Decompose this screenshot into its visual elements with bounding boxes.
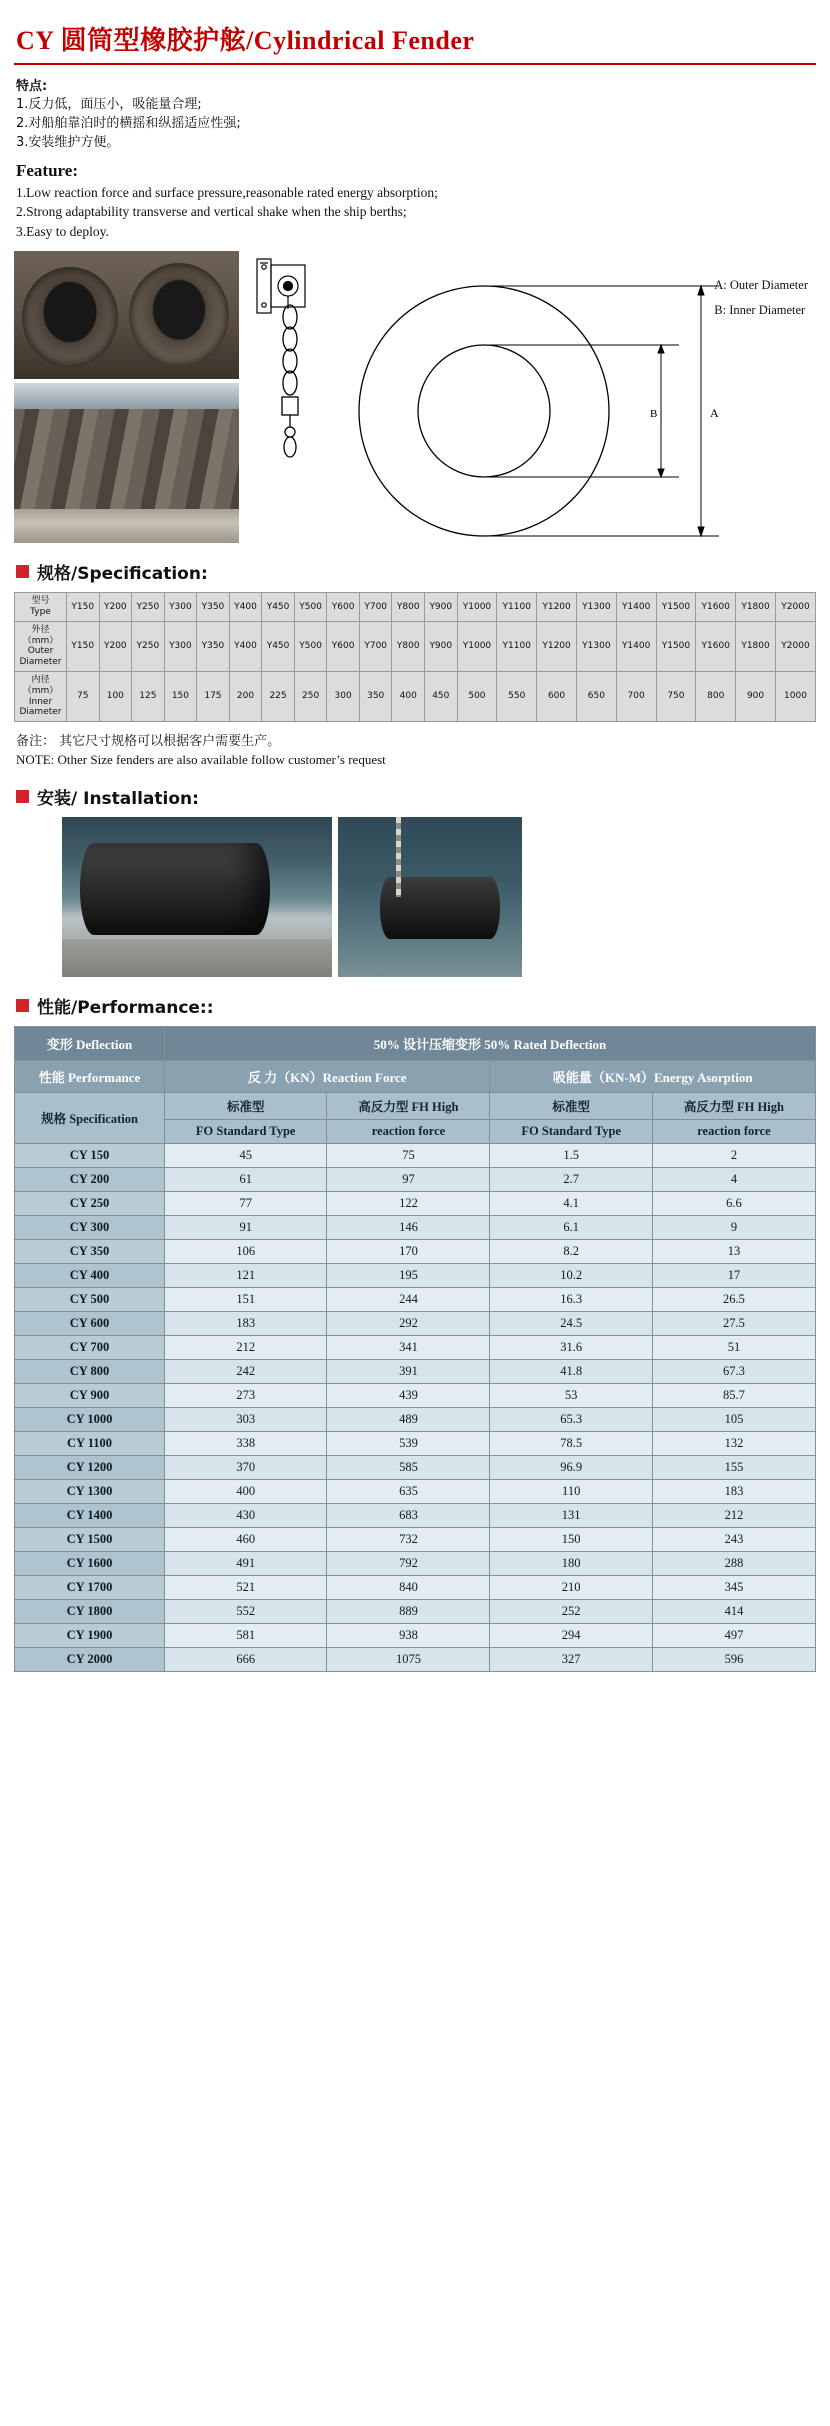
perf-row-spec: CY 1600 — [15, 1552, 165, 1576]
spec-inner-5: 200 — [229, 672, 262, 722]
spec-note-cn: 备注： 其它尺寸规格可以根据客户需要生产。 — [16, 734, 281, 750]
spec-outer-2: Y250 — [132, 621, 165, 671]
perf-row-fh-reaction: 683 — [327, 1504, 490, 1528]
spec-inner-16: 700 — [616, 672, 656, 722]
perf-row-fh-energy: 2 — [652, 1144, 815, 1168]
spec-outer-13: Y1100 — [497, 621, 537, 671]
perf-row-spec: CY 400 — [15, 1264, 165, 1288]
spec-inner-11: 450 — [425, 672, 458, 722]
table-row — [15, 1456, 816, 1480]
spec-type-4: Y350 — [197, 593, 230, 622]
perf-row-spec: CY 700 — [15, 1336, 165, 1360]
spec-outer-19: Y1800 — [736, 621, 776, 671]
red-square-icon — [16, 999, 29, 1012]
spec-inner-7: 250 — [294, 672, 327, 722]
spec-inner-13: 550 — [497, 672, 537, 722]
spec-rowhead-inner-cn: 内径 — [31, 675, 50, 685]
perf-row-spec: CY 1700 — [15, 1576, 165, 1600]
perf-row-spec: CY 300 — [15, 1216, 165, 1240]
spec-rowhead-inner-en: Inner Diameter — [19, 696, 62, 718]
media-row — [14, 251, 816, 543]
spec-inner-8: 300 — [327, 672, 360, 722]
spec-type-8: Y600 — [327, 593, 360, 622]
spec-outer-7: Y500 — [294, 621, 327, 671]
perf-row-fo-reaction: 121 — [165, 1264, 327, 1288]
spec-outer-17: Y1500 — [656, 621, 696, 671]
perf-row-fh-reaction: 792 — [327, 1552, 490, 1576]
features-cn-item-2: 2.对船舶靠泊时的横摇和纵摇适应性强; — [16, 115, 241, 131]
spec-type-17: Y1500 — [656, 593, 696, 622]
perf-row-fo-energy: 327 — [490, 1648, 652, 1672]
spec-type-14: Y1200 — [537, 593, 577, 622]
table-row — [15, 1480, 816, 1504]
spec-outer-15: Y1300 — [576, 621, 616, 671]
perf-row-spec: CY 1200 — [15, 1456, 165, 1480]
perf-row-fh-energy: 27.5 — [652, 1312, 815, 1336]
perf-row-spec: CY 1400 — [15, 1504, 165, 1528]
photo-installed-fender-quay — [62, 817, 332, 977]
perf-row-fh-reaction: 391 — [327, 1360, 490, 1384]
features-en-item-2: 2.Strong adaptability transverse and vertical shake when the ship berths; — [16, 204, 407, 220]
perf-row-fh-energy: 243 — [652, 1528, 815, 1552]
spec-type-10: Y800 — [392, 593, 425, 622]
spec-outer-14: Y1200 — [537, 621, 577, 671]
perf-row-fo-reaction: 212 — [165, 1336, 327, 1360]
table-row — [15, 1168, 816, 1192]
perf-row-spec: CY 1800 — [15, 1600, 165, 1624]
perf-row-fh-reaction: 938 — [327, 1624, 490, 1648]
specification-table — [14, 592, 816, 722]
perf-row-fo-energy: 10.2 — [490, 1264, 652, 1288]
performance-heading-label: 性能/Performance:: — [37, 998, 214, 1019]
spec-rowhead-type — [15, 593, 67, 622]
installation-photos — [62, 817, 522, 977]
perf-row-fo-energy: 41.8 — [490, 1360, 652, 1384]
table-row — [15, 1216, 816, 1240]
table-row — [15, 1312, 816, 1336]
performance-header-row-1 — [15, 1027, 816, 1061]
perf-row-fh-energy: 183 — [652, 1480, 815, 1504]
dim-label-b: B — [650, 408, 658, 421]
perf-row-fo-reaction: 491 — [165, 1552, 327, 1576]
perf-row-fo-reaction: 61 — [165, 1168, 327, 1192]
spec-outer-0: Y150 — [67, 621, 100, 671]
perf-row-fo-energy: 16.3 — [490, 1288, 652, 1312]
spec-inner-2: 125 — [132, 672, 165, 722]
spec-row-outer-diameter — [15, 621, 816, 671]
spec-rowhead-type-cn: 型号 — [31, 596, 50, 607]
perf-row-fh-reaction: 122 — [327, 1192, 490, 1216]
perf-row-fh-reaction: 732 — [327, 1528, 490, 1552]
perf-row-fh-energy: 6.6 — [652, 1192, 815, 1216]
perf-row-spec: CY 1300 — [15, 1480, 165, 1504]
spec-rowhead-type-en: Type — [30, 607, 51, 618]
spec-outer-11: Y900 — [425, 621, 458, 671]
table-row — [15, 1384, 816, 1408]
spec-outer-18: Y1600 — [696, 621, 736, 671]
table-row — [15, 1648, 816, 1672]
red-square-icon — [16, 565, 29, 578]
perf-col-fh-energy-1: 高反力型 FH High — [652, 1093, 815, 1120]
spec-outer-16: Y1400 — [616, 621, 656, 671]
dim-label-a: A — [710, 406, 719, 421]
perf-row-spec: CY 800 — [15, 1360, 165, 1384]
spec-type-20: Y2000 — [775, 593, 815, 622]
spec-outer-20: Y2000 — [775, 621, 815, 671]
spec-outer-3: Y300 — [164, 621, 197, 671]
spec-rowhead-outer-cn: 外径 — [31, 624, 50, 635]
perf-row-spec: CY 200 — [15, 1168, 165, 1192]
table-row — [15, 1528, 816, 1552]
perf-row-fo-energy: 31.6 — [490, 1336, 652, 1360]
perf-row-fo-energy: 110 — [490, 1480, 652, 1504]
spec-inner-9: 350 — [359, 672, 392, 722]
table-row — [15, 1288, 816, 1312]
spec-rowhead-inner-unit: （mm） — [22, 685, 59, 696]
perf-row-spec: CY 1000 — [15, 1408, 165, 1432]
perf-row-fh-reaction: 439 — [327, 1384, 490, 1408]
perf-row-fo-energy: 65.3 — [490, 1408, 652, 1432]
perf-row-fh-reaction: 889 — [327, 1600, 490, 1624]
perf-row-fo-reaction: 45 — [165, 1144, 327, 1168]
spec-row-inner-diameter — [15, 672, 816, 722]
perf-row-fo-reaction: 273 — [165, 1384, 327, 1408]
perf-row-fo-reaction: 151 — [165, 1288, 327, 1312]
spec-inner-18: 800 — [696, 672, 736, 722]
perf-row-fo-reaction: 91 — [165, 1216, 327, 1240]
features-cn-heading: 特点: — [16, 79, 48, 94]
perf-row-fh-energy: 85.7 — [652, 1384, 815, 1408]
perf-row-fh-reaction: 341 — [327, 1336, 490, 1360]
performance-header-row-3 — [15, 1093, 816, 1120]
perf-row-fh-energy: 26.5 — [652, 1288, 815, 1312]
perf-row-fh-reaction: 635 — [327, 1480, 490, 1504]
product-photos — [14, 251, 239, 543]
perf-row-fo-reaction: 242 — [165, 1360, 327, 1384]
perf-col-fo-energy-1: 标准型 — [490, 1093, 652, 1120]
spec-inner-20: 1000 — [775, 672, 815, 722]
perf-row-spec: CY 500 — [15, 1288, 165, 1312]
perf-row-fo-energy: 24.5 — [490, 1312, 652, 1336]
spec-outer-9: Y700 — [359, 621, 392, 671]
spec-rowhead-outer-en: Outer Diameter — [19, 646, 62, 668]
spec-inner-15: 650 — [576, 672, 616, 722]
photo-fender-stack — [14, 383, 239, 543]
perf-row-fo-reaction: 521 — [165, 1576, 327, 1600]
perf-row-fo-reaction: 400 — [165, 1480, 327, 1504]
spec-type-2: Y250 — [132, 593, 165, 622]
features-cn-item-1: 1.反力低，面压小，吸能量合理; — [16, 97, 202, 112]
installation-heading-label: 安装/ Installation: — [37, 789, 199, 810]
perf-col-fo-reaction-2: FO Standard Type — [165, 1120, 327, 1144]
spec-outer-6: Y450 — [262, 621, 295, 671]
spec-type-3: Y300 — [164, 593, 197, 622]
table-row — [15, 1552, 816, 1576]
perf-row-fh-energy: 13 — [652, 1240, 815, 1264]
perf-row-fh-reaction: 146 — [327, 1216, 490, 1240]
perf-row-fo-energy: 2.7 — [490, 1168, 652, 1192]
perf-row-fh-reaction: 195 — [327, 1264, 490, 1288]
spec-rowhead-outer-unit: （mm） — [22, 635, 59, 646]
perf-row-fh-reaction: 1075 — [327, 1648, 490, 1672]
perf-row-fh-energy: 345 — [652, 1576, 815, 1600]
perf-col-fh-reaction-1: 高反力型 FH High — [327, 1093, 490, 1120]
perf-col-fh-reaction-2: reaction force — [327, 1120, 490, 1144]
table-row — [15, 1408, 816, 1432]
spec-rowhead-outer — [15, 621, 67, 671]
spec-note-en: NOTE: Other Size fenders are also available follow customer’s request — [16, 752, 386, 768]
title-divider — [14, 63, 816, 65]
table-row — [15, 1432, 816, 1456]
spec-type-15: Y1300 — [576, 593, 616, 622]
performance-heading — [16, 993, 816, 1018]
perf-row-fh-reaction: 489 — [327, 1408, 490, 1432]
spec-heading — [16, 559, 816, 584]
technical-drawing — [249, 251, 816, 543]
table-row — [15, 1264, 816, 1288]
perf-row-fh-energy: 132 — [652, 1432, 815, 1456]
table-row — [15, 1240, 816, 1264]
perf-row-fo-energy: 6.1 — [490, 1216, 652, 1240]
spec-type-19: Y1800 — [736, 593, 776, 622]
spec-inner-12: 500 — [457, 672, 497, 722]
perf-energy-group: 吸能量（KN-M）Energy Asorption — [490, 1061, 816, 1093]
perf-row-fh-reaction: 539 — [327, 1432, 490, 1456]
spec-type-6: Y450 — [262, 593, 295, 622]
perf-row-fh-reaction: 244 — [327, 1288, 490, 1312]
perf-row-fo-reaction: 303 — [165, 1408, 327, 1432]
perf-row-fh-energy: 51 — [652, 1336, 815, 1360]
perf-deflection-label: 变形 Deflection — [15, 1027, 165, 1061]
perf-row-fh-energy: 414 — [652, 1600, 815, 1624]
perf-row-fo-energy: 150 — [490, 1528, 652, 1552]
spec-inner-10: 400 — [392, 672, 425, 722]
perf-col-fh-energy-2: reaction force — [652, 1120, 815, 1144]
perf-row-fo-reaction: 552 — [165, 1600, 327, 1624]
perf-row-fo-energy: 8.2 — [490, 1240, 652, 1264]
perf-row-spec: CY 1900 — [15, 1624, 165, 1648]
perf-row-fo-energy: 252 — [490, 1600, 652, 1624]
perf-row-spec: CY 600 — [15, 1312, 165, 1336]
perf-row-fo-energy: 4.1 — [490, 1192, 652, 1216]
perf-row-spec: CY 350 — [15, 1240, 165, 1264]
table-row — [15, 1624, 816, 1648]
red-square-icon — [16, 790, 29, 803]
table-row — [15, 1336, 816, 1360]
perf-row-fh-energy: 288 — [652, 1552, 815, 1576]
perf-row-fh-reaction: 75 — [327, 1144, 490, 1168]
legend-inner-diameter: B: Inner Diameter — [714, 303, 806, 318]
spec-outer-10: Y800 — [392, 621, 425, 671]
perf-deflection-value: 50% 设计压缩变形 50% Rated Deflection — [165, 1027, 816, 1061]
spec-inner-1: 100 — [99, 672, 132, 722]
spec-outer-12: Y1000 — [457, 621, 497, 671]
perf-row-fh-energy: 596 — [652, 1648, 815, 1672]
features-cn-item-3: 3.安装维护方便。 — [16, 134, 120, 150]
perf-row-fo-reaction: 183 — [165, 1312, 327, 1336]
spec-outer-5: Y400 — [229, 621, 262, 671]
spec-type-16: Y1400 — [616, 593, 656, 622]
photo-installed-fender-chain — [338, 817, 522, 977]
perf-row-spec: CY 1100 — [15, 1432, 165, 1456]
spec-outer-8: Y600 — [327, 621, 360, 671]
perf-row-fo-energy: 53 — [490, 1384, 652, 1408]
spec-inner-17: 750 — [656, 672, 696, 722]
perf-row-fh-energy: 212 — [652, 1504, 815, 1528]
drawing-legend — [714, 273, 808, 323]
perf-row-fo-energy: 180 — [490, 1552, 652, 1576]
spec-inner-19: 900 — [736, 672, 776, 722]
spec-inner-14: 600 — [537, 672, 577, 722]
perf-row-fo-reaction: 338 — [165, 1432, 327, 1456]
spec-row-type — [15, 593, 816, 622]
perf-row-fo-reaction: 581 — [165, 1624, 327, 1648]
table-row — [15, 1576, 816, 1600]
performance-table — [14, 1026, 816, 1672]
perf-row-fh-reaction: 840 — [327, 1576, 490, 1600]
perf-row-spec: CY 2000 — [15, 1648, 165, 1672]
table-row — [15, 1360, 816, 1384]
perf-row-fh-energy: 67.3 — [652, 1360, 815, 1384]
installation-heading — [16, 784, 816, 809]
spec-rowhead-inner — [15, 672, 67, 722]
perf-row-fh-energy: 105 — [652, 1408, 815, 1432]
spec-heading-label: 规格/Specification: — [37, 564, 208, 585]
spec-inner-0: 75 — [67, 672, 100, 722]
performance-header-row-2 — [15, 1061, 816, 1093]
spec-type-18: Y1600 — [696, 593, 736, 622]
spec-type-0: Y150 — [67, 593, 100, 622]
perf-row-fo-reaction: 460 — [165, 1528, 327, 1552]
perf-row-fo-reaction: 370 — [165, 1456, 327, 1480]
spec-type-11: Y900 — [425, 593, 458, 622]
perf-row-fo-energy: 131 — [490, 1504, 652, 1528]
perf-reaction-group: 反 力（KN）Reaction Force — [165, 1061, 490, 1093]
spec-outer-4: Y350 — [197, 621, 230, 671]
spec-outer-1: Y200 — [99, 621, 132, 671]
spec-inner-3: 150 — [164, 672, 197, 722]
perf-row-fo-reaction: 77 — [165, 1192, 327, 1216]
perf-row-fh-reaction: 97 — [327, 1168, 490, 1192]
table-row — [15, 1600, 816, 1624]
perf-row-fh-reaction: 585 — [327, 1456, 490, 1480]
page-title: CY 圆筒型橡胶护舷/Cylindrical Fender — [16, 26, 475, 55]
perf-row-fo-energy: 78.5 — [490, 1432, 652, 1456]
photo-cylindrical-fenders-pair — [14, 251, 239, 379]
perf-row-fh-energy: 9 — [652, 1216, 815, 1240]
perf-row-spec: CY 250 — [15, 1192, 165, 1216]
perf-row-spec: CY 150 — [15, 1144, 165, 1168]
perf-spec-label: 规格 Specification — [15, 1093, 165, 1144]
perf-row-fo-reaction: 430 — [165, 1504, 327, 1528]
perf-row-fo-energy: 210 — [490, 1576, 652, 1600]
spec-type-1: Y200 — [99, 593, 132, 622]
features-en-item-3: 3.Easy to deploy. — [16, 223, 109, 239]
perf-col-fo-energy-2: FO Standard Type — [490, 1120, 652, 1144]
perf-row-spec: CY 900 — [15, 1384, 165, 1408]
perf-row-fo-energy: 96.9 — [490, 1456, 652, 1480]
perf-row-fh-energy: 4 — [652, 1168, 815, 1192]
spec-type-13: Y1100 — [497, 593, 537, 622]
perf-performance-label: 性能 Performance — [15, 1061, 165, 1093]
table-row — [15, 1504, 816, 1528]
spec-type-5: Y400 — [229, 593, 262, 622]
perf-col-fo-reaction-1: 标准型 — [165, 1093, 327, 1120]
table-row — [15, 1144, 816, 1168]
perf-row-fo-reaction: 106 — [165, 1240, 327, 1264]
perf-row-fh-reaction: 292 — [327, 1312, 490, 1336]
features-en-item-1: 1.Low reaction force and surface pressure,reasonable rated energy absorption; — [16, 184, 438, 200]
perf-row-fh-energy: 155 — [652, 1456, 815, 1480]
spec-inner-4: 175 — [197, 672, 230, 722]
perf-row-fh-energy: 17 — [652, 1264, 815, 1288]
features-en-heading: Feature: — [16, 160, 78, 180]
legend-outer-diameter: A: Outer Diameter — [714, 278, 808, 293]
spec-type-9: Y700 — [359, 593, 392, 622]
spec-inner-6: 225 — [262, 672, 295, 722]
perf-row-fo-energy: 294 — [490, 1624, 652, 1648]
perf-row-spec: CY 1500 — [15, 1528, 165, 1552]
perf-row-fh-energy: 497 — [652, 1624, 815, 1648]
perf-row-fo-energy: 1.5 — [490, 1144, 652, 1168]
perf-row-fh-reaction: 170 — [327, 1240, 490, 1264]
spec-type-12: Y1000 — [457, 593, 497, 622]
spec-type-7: Y500 — [294, 593, 327, 622]
table-row — [15, 1192, 816, 1216]
perf-row-fo-reaction: 666 — [165, 1648, 327, 1672]
